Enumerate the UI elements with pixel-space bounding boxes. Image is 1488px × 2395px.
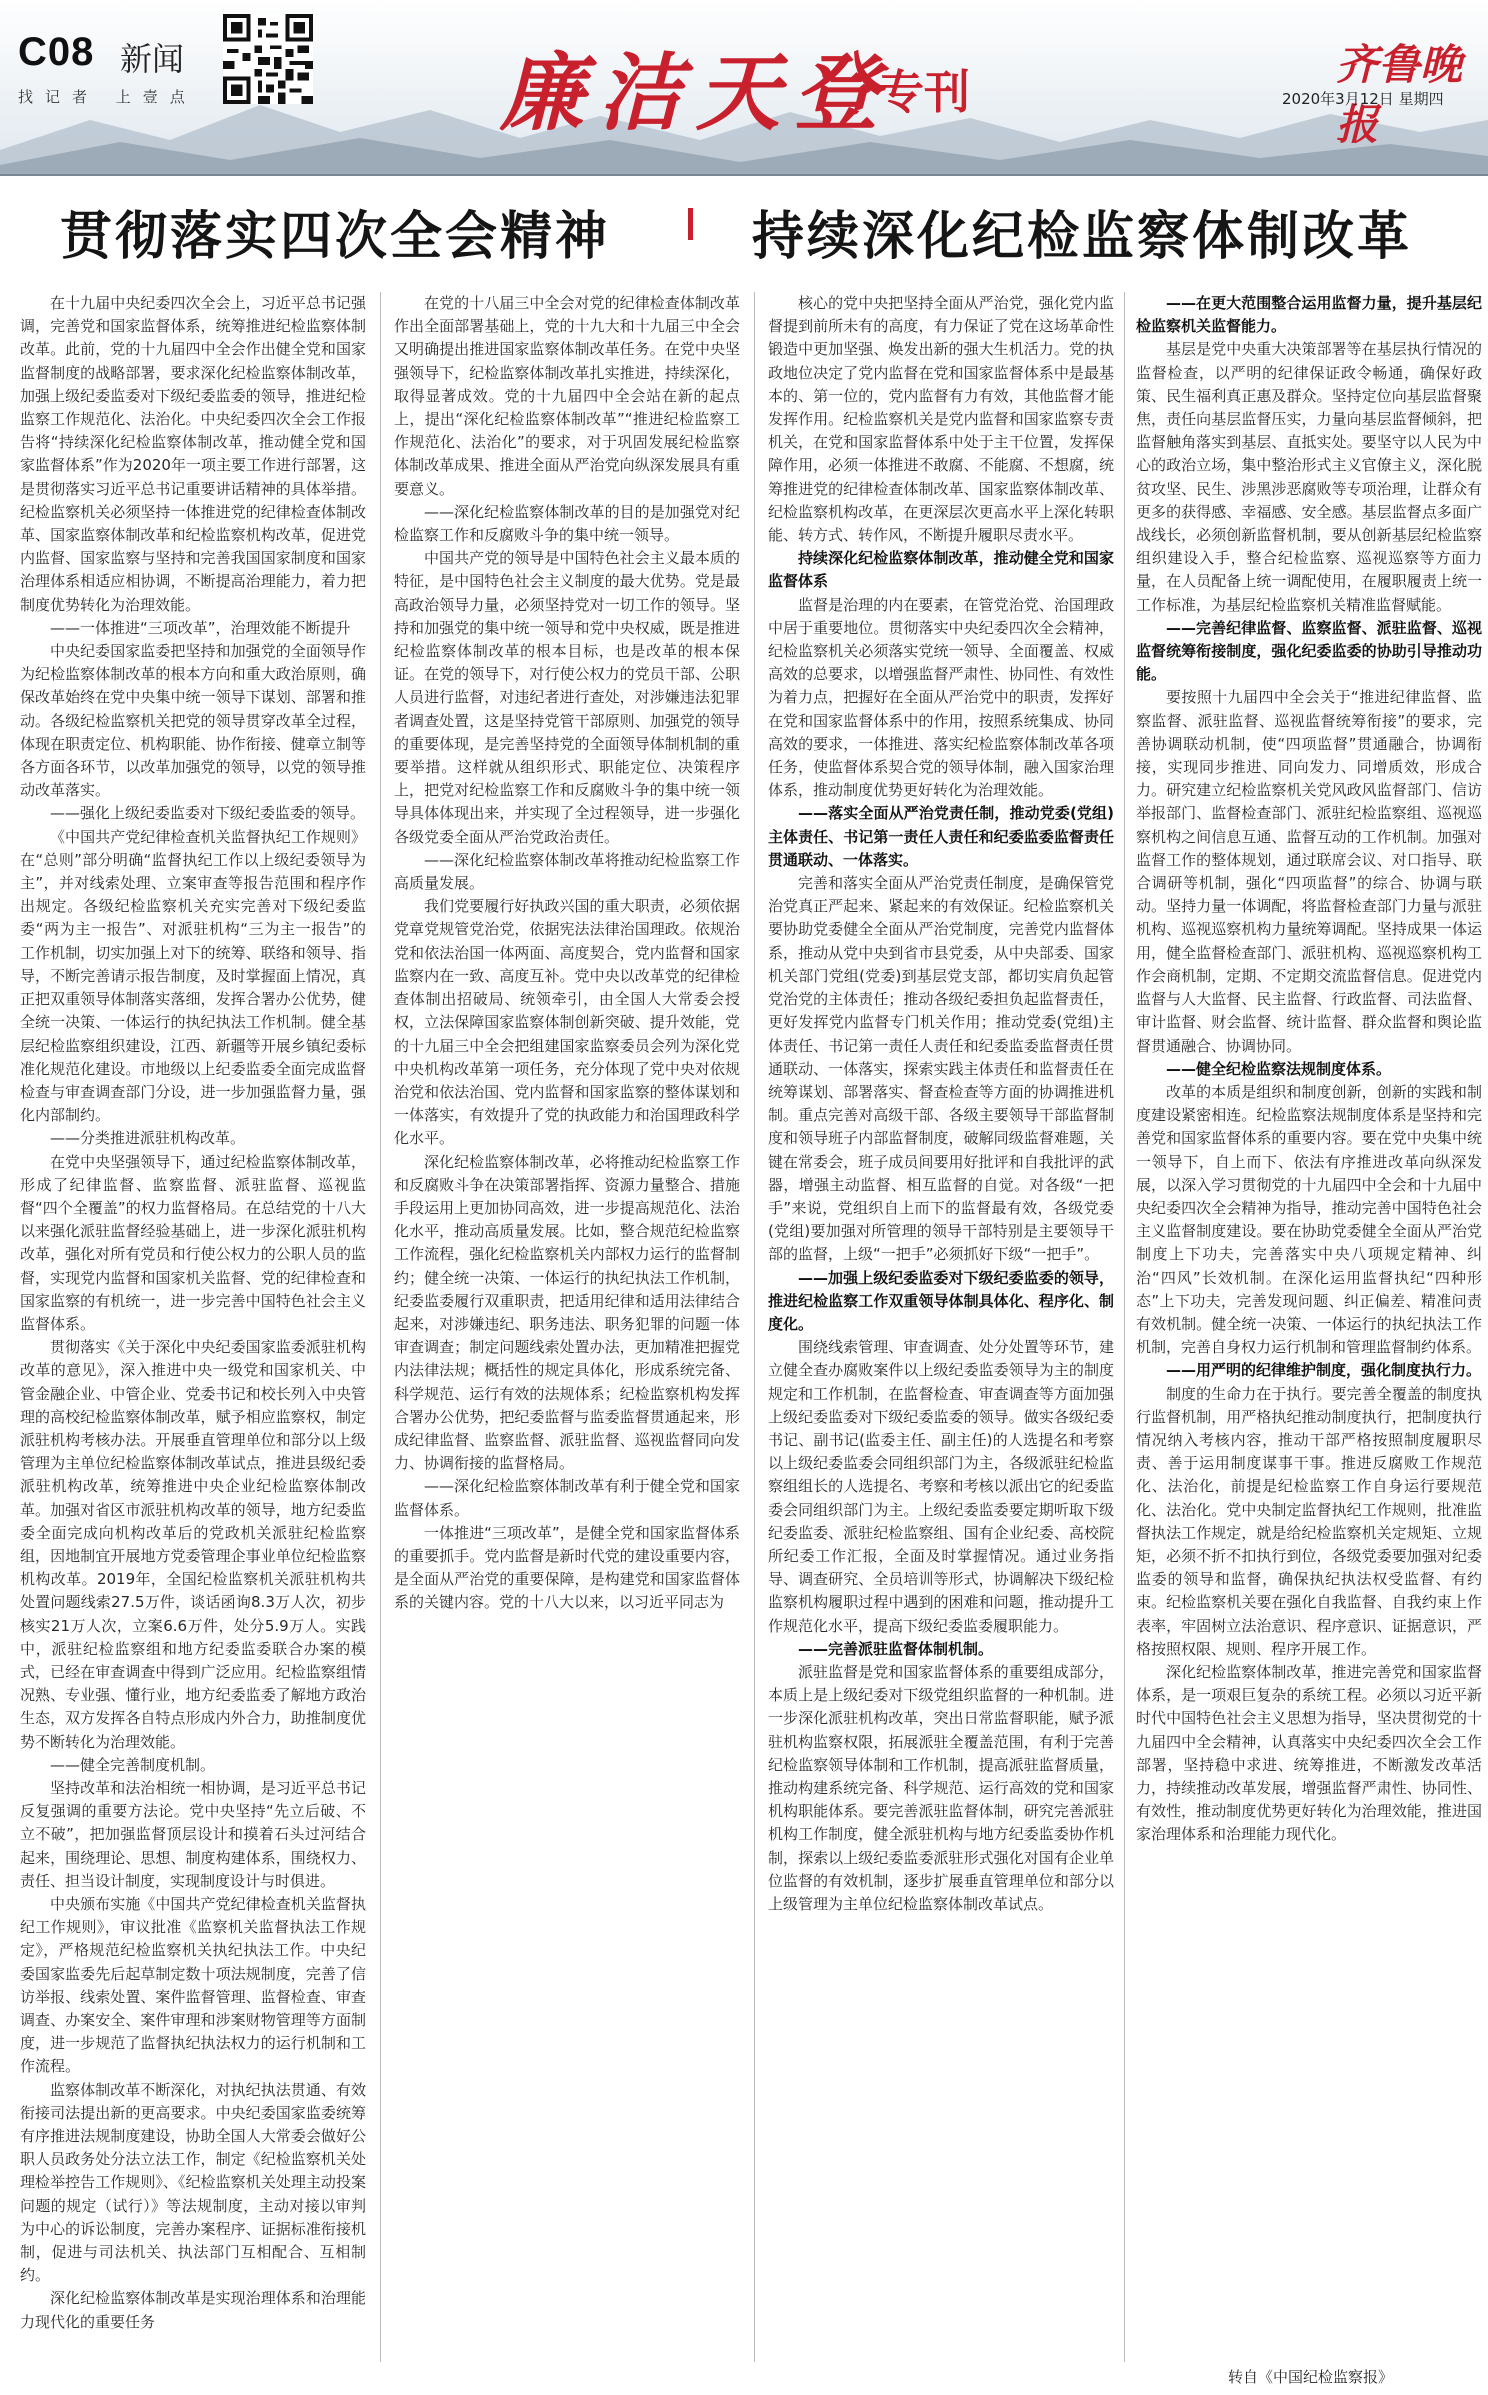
body-paragraph: 改革的本质是组织和制度创新，创新的实践和制度建设紧密相连。纪检监察法规制度体系是坚持和完善党和国家监督体系的重要内容。要在党中央集中统一领导下，自上而下、依法有序推进改革向纵深发展，以深入学习贯彻党的十九届四中全会和十九届中央纪委四次全会精神为指导，推动完善中国特色社会主义监督制度建设。要在协助党委健全全面从严治党制度上下功夫，完善落实中央八项规定精神、纠治“四风”长效机制。在深化运用监督执纪“四种形态”上下功夫，完善发现问题、纠正偏差、精准问责有效机制。健全统一决策、一体运行的执纪执法工作机制，完善自身权力运行机制和管理监督制约体系。: [1136, 1082, 1482, 1357]
section-subheading: ——落实全面从严治党责任制，推动党委(党组)主体责任、书记第一责任人责任和纪委监委监督责任贯通联动、一体落实。: [768, 804, 1114, 869]
body-paragraph: 中国共产党的领导是中国特色社会主义最本质的特征，是中国特色社会主义制度的最大优势。党是最高政治领导力量，必须坚持党对一切工作的领导。坚持和加强党的集中统一领导和党中央权威，既是推进纪检监察体制改革的根本目标，也是改革的根本保证。在党的领导下，对行使公权力的党员干部、公职人员进行监督，对违纪者进行查处，对涉嫌违法犯罪者调查处置，这是坚持党管干部原则、加强党的领导的重要体现，是完善坚持党的全面领导体制机制的重要举措。这样就从组织形式、职能定位、决策程序上，把党对纪检监察工作和反腐败斗争的集中统一领导具体体现出来，并实现了全过程领导，进一步强化各级党委全面从严治党政治责任。: [394, 549, 740, 846]
body-paragraph: 在党的十八届三中全会对党的纪律检查体制改革作出全面部署基础上，党的十九大和十九届三中全会又明确提出推进国家监察体制改革任务。在党中央坚强领导下，纪检监察体制改革扎实推进，持续深化，取得显著成效。党的十九届四中全会站在新的起点上，提出“深化纪检监察体制改革”“推进纪检监察工作规范化、法治化”的要求，对于巩固发展纪检监察体制改革成果、推进全面从严治党向纵深发展具有重要意义。: [394, 294, 740, 498]
article-column-4: [1136, 292, 1482, 2362]
body-paragraph: 我们党要履行好执政兴国的重大职责，必须依据党章党规管党治党，依据宪法法律治国理政。依规治党和依法治国一体两面、高度契合，党内监督和国家监察内在一致、高度互补。党中央以改革党的纪律检查体制出招破局、统领牵引，由全国人大常委会授权，立法保障国家监察体制创新突破、提升效能，党的十九届三中全会把组建国家监察委员会列为深化党中央机构改革第一项任务，充分体现了党中央对依规治党和依法治国、党内监督和国家监察的整体谋划和一体落实，有效提升了党的执政能力和治国理政科学化水平。: [394, 897, 740, 1148]
body-paragraph: 制度的生命力在于执行。要完善全覆盖的制度执行监督机制，用严格执纪推动制度执行，把制度执行情况纳入考核内容，推动干部严格按照制度履职尽责、善于运用制度谋事干事。推进反腐败工作规范化、法治化，前提是纪检监察工作自身运行要规范化、法治化。党中央制定监督执纪工作规则，批准监督执法工作规定，就是给纪检监察机关定规矩、立规矩，必须不折不扣执行到位，各级党委要加强对纪委监委的领导和监督，确保执纪执法权受监督、有约束。纪检监察机关要在强化自我监督、自我约束上作表率，牢固树立法治意识、程序意识、证据意识，严格按照权限、规则、程序开展工作。: [1136, 1384, 1482, 1658]
headline-divider: [688, 208, 693, 240]
section-subheading: ——健全纪检监察法规制度体系。: [1166, 1059, 1392, 1078]
body-paragraph: 一体推进“三项改革”，是健全党和国家监督体系的重要抓手。党内监督是新时代党的建设重要内容，是全面从严治党的重要保障，是构建党和国家监督体系的关键内容。党的十八大以来，以习近平同志为: [394, 1523, 740, 1612]
section-subheading: ——健全完善制度机制。: [50, 1755, 216, 1774]
special-column-subtitle: 专刊: [878, 65, 970, 119]
section-subheading: 深化纪检监察体制改革是实现治理体系和治理能力现代化的重要任务: [20, 2289, 366, 2331]
section-name: 新闻: [120, 40, 185, 78]
body-paragraph: 监督是治理的内在要素，在管党治党、治国理政中居于重要地位。贯彻落实中央纪委四次全会精神，纪检监察机关必须落实党统一领导、全面覆盖、权威高效的总要求，以增强监督严肃性、协同性、有效性为着力点，把握好在全面从严治党中的职责，发挥好在党和国家监督体系中的作用，按照系统集成、协同高效的要求，一体推进、落实纪检监察体制改革各项任务，使监督体系契合党的领导体制，融入国家治理体系，推动制度优势更好转化为治理效能。: [768, 595, 1114, 800]
issue-date: 2020年3月12日 星期四: [1282, 90, 1444, 108]
body-paragraph: 派驻监督是党和国家监督体系的重要组成部分，本质上是上级纪委对下级党组织监督的一种机制。进一步深化派驻机构改革，突出日常监督职能，赋予派驻机构监察权限，拓展派驻全覆盖范围，有利于完善纪检监察领导体制和工作机制，提高派驻监督质量，推动构建系统完备、科学规范、运行高效的党和国家机构职能体系。要完善派驻监督体制，研究完善派驻机构工作制度，健全派驻机构与地方纪委监委协作机制，探索以上级纪委监委派驻形式强化对国有企业单位监督的有效机制，逐步扩展垂直管理单位和部分以上级管理为主单位纪检监察体制改革试点。: [768, 1662, 1114, 1914]
column-divider: [754, 292, 755, 2362]
section-subheading: ——深化纪检监察体制改革有利于健全党和国家监督体系。: [394, 1477, 740, 1519]
body-paragraph: 中央颁布实施《中国共产党纪律检查机关监督执纪工作规则》，审议批准《监察机关监督执法工作规定》，严格规范纪检监察机关执纪执法工作。中央纪委国家监委先后起草制定数十项法规制度，完善了信访举报、线索处置、案件监督管理、监督检查、审查调查、办案安全、案件审理和涉案财物管理等方面制度，进一步规范了监督执纪执法权力的运行机制和工作流程。: [20, 1895, 366, 2076]
slogan: 找记者 上壹点: [18, 88, 197, 106]
body-paragraph: 要按照十九届四中全会关于“推进纪律监督、监察监督、派驻监督、巡视监督统筹衔接”的要求，完善协调联动机制，使“四项监督”贯通融合，协调衔接，实现同步推进、同向发力、同增质效，形成合力。研究建立纪检监察机关党风政风监督部门、信访举报部门、监督检查部门、派驻纪检监察组、巡视巡察机构之间信息互通、监督互动的工作机制。加强对监督工作的整体规划，通过联席会议、对口指导、联合调研等机制，强化“四项监督”的综合、协调与联动。坚持力量一体调配，将监督检查部门力量与派驻机构、巡视巡察机构力量统筹调配。坚持成果一体运用，健全监督检查部门、派驻机构、巡视巡察机构工作会商机制，定期、不定期交流监督信息。促进党内监督与人大监督、民主监督、行政监督、司法监督、审计监督、财会监督、统计监督、群众监督和舆论监督贯通融合、协调协同。: [1136, 688, 1482, 1055]
body-paragraph: 深化纪检监察体制改革，推进完善党和国家监督体系，是一项艰巨复杂的系统工程。必须以习近平新时代中国特色社会主义思想为指导，坚决贯彻党的十九届四中全会精神，认真落实中央纪委四次全会工作部署，坚持稳中求进、统筹推进，不断激发改革活力，持续推动改革发展，增强监督严肃性、协同性、有效性，推动制度优势更好转化为治理效能，推进国家治理体系和治理能力现代化。: [1136, 1662, 1482, 1844]
section-subheading: 持续深化纪检监察体制改革，推动健全党和国家监督体系: [768, 549, 1114, 591]
body-paragraph: 围绕线索管理、审查调查、处分处置等环节，建立健全查办腐败案件以上级纪委监委领导为主的制度规定和工作机制，在监督检查、审查调查等方面加强上级纪委监委对下级纪委监委的领导。做实各级纪委书记、副书记(监委主任、副主任)的人选提名和考察以上级纪委监委会同组织部门为主，各级派驻纪检监察组组长的人选提名、考察和考核以派出它的纪委监委会同组织部门为主。上级纪委监委要定期听取下级纪委监委、派驻纪检监察组、国有企业纪委、高校院所纪委工作汇报，全面及时掌握情况。通过业务指导、调查研究、全员培训等形式，协调解决下级纪检监察机构履职过程中遇到的困难和问题，推动提升工作规范化水平，提高下级纪委监委履职能力。: [768, 1338, 1114, 1635]
headline-left: 贯彻落实四次全会精神: [60, 207, 611, 267]
body-paragraph: 《中国共产党纪律检查机关监督执纪工作规则》在“总则”部分明确“监督执纪工作以上级纪委领导为主”，并对线索处理、立案审查等报告范围和程序作出规定。各级纪检监察机关充实完善对下级纪委监委“两为主一报告”、对派驻机构“三为主一报告”的工作机制，切实加强上对下的统筹、联络和领导、指导，不断完善请示报告制度，及时掌握面上情况，真正把双重领导体制落实落细，发挥合署办公优势，健全统一决策、一体运行的执纪执法工作机制。健全基层纪检监察组织建设，江西、新疆等开展乡镇纪委标准化规范化建设。市地级以上纪委监委全面完成监督检查与审查调查部门分设，进一步加强监督力量，强化内部制约。: [20, 827, 366, 1125]
headline-right: 持续深化纪检监察体制改革: [752, 207, 1413, 267]
body-paragraph: 基层是党中央重大决策部署等在基层执行情况的监督检查，以严明的纪律保证政令畅通，确保好政策、民生福利真正惠及群众。坚持定位向基层监督聚焦，责任向基层监督压实，力量向基层监督倾斜，把监督触角落实到基层、直抵实处。要坚守以人民为中心的政治立场，集中整治形式主义官僚主义，深化脱贫攻坚、民生、涉黑涉恶腐败等专项治理，让群众有更多的获得感、幸福感、安全感。基层监督点多面广战线长，必须创新监督机制，要从创新基层纪检监察组织建设入手，整合纪检监察、巡视巡察等方面力量，在人员配备上统一调配使用，在履职履责上统一工作标准，为基层纪检监察机关精准监督赋能。: [1136, 340, 1482, 614]
body-paragraph: 深化纪检监察体制改革，必将推动纪检监察工作和反腐败斗争在决策部署指挥、资源力量整合、措施手段运用上更加协同高效，进一步提高规范化、法治化水平，推动高质量发展。比如，整合规范纪检监察工作流程，强化纪检监察机关内部权力运行的监督制约；健全统一决策、一体运行的执纪执法工作机制，纪委监委履行双重职责，把适用纪律和适用法律结合起来，对涉嫌违纪、职务违法、职务犯罪的问题一体审查调查；制定问题线索处置办法，更加精准把握党内法律法规；概括性的规定具体化，形成系统完备、科学规范、运行有效的法规体系；纪检监察机构发挥合署办公优势，把纪委监督与监委监督贯通起来，形成纪律监督、监察监督、派驻监督、巡视监督同向发力、协调衔接的监督格局。: [394, 1152, 740, 1473]
section-subheading: ——分类推进派驻机构改革。: [50, 1129, 246, 1148]
section-subheading: ——在更大范围整合运用监督力量，提升基层纪检监察机关监督能力。: [1136, 294, 1482, 336]
section-subheading: ——强化上级纪委监委对下级纪委监委的领导。: [50, 804, 366, 823]
section-subheading: ——深化纪检监察体制改革将推动纪检监察工作高质量发展。: [394, 850, 740, 893]
column-divider: [1124, 292, 1125, 2362]
section-subheading: ——完善纪律监督、监察监督、派驻监督、巡视监督统筹衔接制度，强化纪委监委的协助引导推动功能。: [1136, 618, 1482, 684]
section-subheading: ——加强上级纪委监委对下级纪委监委的领导，推进纪检监察工作双重领导体制具体化、程序化、制度化。: [768, 1268, 1114, 1333]
body-paragraph: 坚持改革和法治相统一相协调，是习近平总书记反复强调的重要方法论。党中央坚持“先立后破、不立不破”，把加强监督顶层设计和摸着石头过河结合起来，围绕理论、思想、制度构建体系，围绕权力、责任、担当设计制度，实现制度设计与时俱进。: [20, 1779, 366, 1890]
body-paragraph: 在十九届中央纪委四次全会上，习近平总书记强调，完善党和国家监督体系，统筹推进纪检监察体制改革。此前，党的十九届四中全会作出健全党和国家监督制度的战略部署，要求深化纪检监察体制改革，加强上级纪委监委对下级纪委监委的领导，推进纪检监察工作规范化、法治化。中央纪委四次全会工作报告将“持续深化纪检监察体制改革，推动健全党和国家监督体系”作为2020年一项主要工作进行部署，这是贯彻落实习近平总书记重要讲话精神的具体举措。纪检监察机关必须坚持一体推进党的纪律检查体制改革、国家监察体制改革和纪检监察机构改革，促进党内监督、国家监察与坚持和完善我国国家制度和国家治理体系相适应相协调，不断提高治理能力，着力把制度优势转化为治理效能。: [20, 294, 366, 614]
section-subheading: ——用严明的纪律维护制度，强化制度执行力。: [1166, 1361, 1482, 1380]
body-paragraph: 监察体制改革不断深化，对执纪执法贯通、有效衔接司法提出新的更高要求。中央纪委国家监委统筹有序推进法规制度建设，协助全国人大常委会做好公职人员政务处分法立法工作，制定《纪检监察机关处理检举控告工作规则》、《纪检监察机关处理主动投案问题的规定（试行）》等法规制度，主动对接以审判为中心的诉讼制度，完善办案程序、证据标准衔接机制，促进与司法机关、执法部门互相配合、互相制约。: [20, 2080, 366, 2285]
body-paragraph: 中央纪委国家监委把坚持和加强党的全面领导作为纪检监察体制改革的根本方向和重大政治原则，确保改革始终在党中央集中统一领导下谋划、部署和推动。各级纪检监察机关把党的领导贯穿改革全过程，体现在职责定位、机构职能、协作衔接、健章立制等各方面各环节，以改革加强党的领导，以党的领导推动改革落实。: [20, 642, 366, 800]
section-subheading: ——一体推进“三项改革”，治理效能不断提升: [50, 618, 351, 637]
qr-code-icon: [222, 14, 314, 104]
section-subheading: ——完善派驻监督体制机制。: [798, 1639, 994, 1658]
body-paragraph: 核心的党中央把坚持全面从严治党，强化党内监督提到前所未有的高度，有力保证了党在这场革命性锻造中更加坚强、焕发出新的强大生机活力。党的执政地位决定了党内监督在党和国家监督体系中是最基本的、第一位的，党内监督有力有效，其他监督才能发挥作用。纪检监察机关是党内监督和国家监察专责机关，在党和国家监督体系中处于主干位置，发挥保障作用，必须一体推进不敢腐、不能腐、不想腐，统筹推进党的纪律检查体制改革、国家监察体制改革、纪检监察机构改革，在更深层次更高水平上深化转职能、转方式、转作风，不断提升履职尽责水平。: [768, 294, 1114, 545]
newspaper-logo: 齐鲁晚报: [1336, 40, 1463, 149]
article-columns-1-2: [20, 292, 740, 2362]
body-paragraph: 贯彻落实《关于深化中央纪委国家监委派驻机构改革的意见》，深入推进中央一级党和国家机关、中管金融企业、中管企业、党委书记和校长列入中央管理的高校纪检监察体制改革，赋予相应监察权，制定派驻机构考核办法。开展垂直管理单位和部分以上级管理为主单位纪检监察体制改革试点，推进县级纪委派驻机构改革，统筹推进中央企业纪检监察体制改革。加强对省区市派驻机构改革的领导，地方纪委监委全面完成向机构改革后的党政机关派驻纪检监察组，因地制宜开展地方党委管理企事业单位纪检监察机构改革。2019年，全国纪检监察机关派驻机构共处置问题线索27.5万件，谈话函询8.3万人次，初步核实21万人次，立案6.6万件，处分5.9万人。实践中，派驻纪检监察组和地方纪委监委联合办案的模式，已经在审查调查中得到广泛应用。纪检监察组情况熟、专业强、懂行业，地方纪委监委了解地方政治生态，双方发挥各自特点形成内外合力，助推制度优势不断转化为治理效能。: [20, 1338, 366, 1751]
special-column-title: 廉洁天登: [500, 43, 893, 142]
body-paragraph: 在党中央坚强领导下，通过纪检监察体制改革，形成了纪律监督、监察监督、派驻监督、巡视监督“四个全覆盖”的权力监督格局。在总结党的十八大以来强化派驻监督经验基础上，进一步深化派驻机构改革，强化对所有党员和行使公权力的公职人员的监督，实现党内监督和国家机关监督、党的纪律检查和国家监察的有机统一，进一步完善中国特色社会主义监督体系。: [20, 1152, 366, 1333]
article-source: 转自《中国纪检监察报》: [1228, 2368, 1394, 2386]
section-subheading: ——深化纪检监察体制改革的目的是加强党对纪检监察工作和反腐败斗争的集中统一领导。: [394, 502, 740, 545]
page-number: C08: [18, 30, 95, 74]
article-headline: [0, 194, 1488, 274]
article-column-3: [768, 292, 1114, 2362]
page-header: [0, 0, 1488, 176]
body-paragraph: 完善和落实全面从严治党责任制度，是确保管党治党真正严起来、紧起来的有效保证。纪检监察机关要协助党委健全全面从严治党制度，完善党内监督体系，推动从党中央到省市县党委，从中央部委、国家机关部门党组(党委)到基层党支部，都切实肩负起管党治党的主体责任；推动各级纪委担负起监督责任，更好发挥党内监督专门机关作用；推动党委(党组)主体责任、书记第一责任人责任和纪委监委监督责任贯通联动、一体落实，探索实践主体责任和监督责任在统筹谋划、部署落实、督查检查等方面的协调推进机制。重点完善对高级干部、各级主要领导干部监督制度和领导班子内部监督制度，破解同级监督难题，关键在常委会，班子成员间要用好批评和自我批评的武器，增强主动监督、相互监督的自觉。对各级“一把手”来说，党组织自上而下的监督最有效，各级党委(党组)要加强对所管理的领导干部特别是主要领导干部的监督，上级“一把手”必须抓好下级“一把手”。: [768, 874, 1114, 1264]
